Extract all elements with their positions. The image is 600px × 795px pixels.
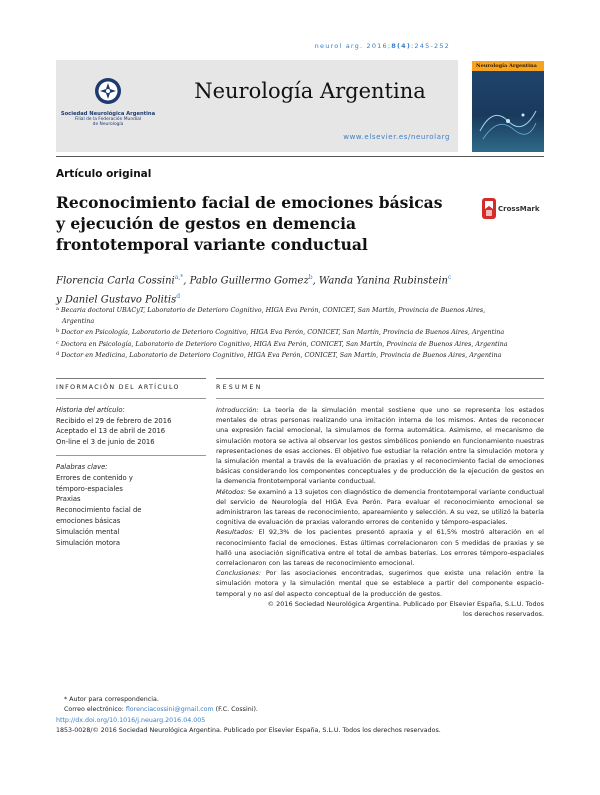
affiliation-item [56, 326, 556, 338]
affiliation-letter: a [56, 306, 59, 312]
corresponding-author-note: * Autor para correspondencia. [64, 696, 159, 703]
keywords [56, 462, 206, 548]
keyword: Errores de contenido y [56, 473, 133, 482]
section-divider [216, 398, 544, 399]
abstract-section-label: Introducción: [216, 406, 259, 414]
abstract-conclusions [216, 568, 544, 599]
society-emblem-icon [93, 76, 123, 106]
history-label: Historia del artículo: [56, 406, 125, 414]
journal-cover-image [472, 61, 544, 152]
email-link[interactable]: florenciacossini@gmail.com [125, 706, 214, 714]
author-affiliation-marker: d [176, 293, 181, 301]
journal-ref-name: neurol arg. [314, 42, 364, 50]
affiliation-letter: c [56, 339, 59, 346]
abstract-results [216, 527, 544, 568]
author-separator: , [183, 275, 190, 287]
keyword: Simulación mental [56, 527, 120, 536]
doi-link[interactable]: http://dx.doi.org/10.1016/j.neuarg.2016.04.005 [56, 716, 206, 724]
society-subtitle [56, 117, 160, 127]
affiliation-item [56, 304, 556, 316]
keyword: Simulación motora [56, 538, 120, 547]
affiliation-text: Becaria doctoral UBACyT, Laboratorio de Deterioro Cognitivo, HIGA Eva Perón, CONICET, San Martín, Provincia de Buenos Aires, [60, 306, 486, 314]
abstract-section-text: Por las asociaciones encontradas, sugerimos que existe una relación entre la simulación motora y la simulación mental que se establece a partir del componente espacio-temporal y no así del aspecto conceptual de la producción de gestos. [216, 569, 544, 598]
affiliation-list [56, 304, 556, 361]
journal-ref-pages: :245-252 [411, 42, 450, 50]
abstract-section-label: Resultados: [216, 528, 255, 537]
affiliation-text: Argentina [62, 316, 95, 325]
affiliation-text: Doctora en Psicología, Laboratorio de Deterioro Cognitivo, HIGA Eva Perón, CONICET, San Martín, Provincia de Buenos Aires, Argentina [60, 339, 508, 348]
abstract-introduction [216, 405, 544, 487]
abstract-heading: RESUMEN [216, 384, 263, 391]
affiliation-item [56, 338, 556, 350]
author-name[interactable]: Florencia Carla Cossini [56, 275, 175, 287]
abstract-section-text: El 92,3% de los pacientes presentó apraxia y el 61,5% mostró alteración en el reconocimiento facial de emociones. Estas últimas correlacionaron con 5 medidas de praxias y se halló una asociación significativa entre el total de ambas baterías. Los errores témporo-espaciales correlacionaron con las tareas de reconocimiento emocional. [216, 528, 544, 568]
received-date: Recibido el 29 de febrero de 2016 [56, 416, 172, 425]
section-divider [56, 455, 206, 456]
section-divider [56, 378, 206, 379]
journal-reference [200, 42, 450, 50]
author-affiliation-marker: b [308, 274, 313, 281]
keyword: témporo-espaciales [56, 484, 123, 493]
affiliation-item [56, 316, 556, 327]
footnotes [56, 695, 544, 737]
cover-title: Neurología Argentina [476, 63, 537, 69]
section-divider [216, 378, 544, 379]
issn-copyright: 1853-0028/© 2016 Sociedad Neurológica Argentina. Publicado por Elsevier España, S.L.U. Todos los derechos reservados. [56, 727, 441, 735]
author-affiliation-marker: a,* [174, 274, 184, 281]
author-affiliation-marker: c [448, 274, 452, 281]
abstract-copyright: © 2016 Sociedad Neurológica Argentina. Publicado por Elsevier España, S.L.U. Todos los derechos reservados. [267, 599, 544, 619]
society-subtitle-line: Filial de la Federación Mundial [74, 117, 142, 122]
affiliation-item [56, 349, 556, 361]
crossmark-label[interactable]: CrossMark [498, 205, 540, 213]
online-date: On-line el 3 de junio de 2016 [56, 437, 155, 446]
author-separator: , [312, 275, 319, 287]
author-name[interactable]: Wanda Yanina Rubinstein [318, 275, 448, 287]
abstract-methods [216, 487, 544, 528]
article-info-heading: INFORMACIÓN DEL ARTÍCULO [56, 384, 180, 391]
abstract-section-label: Métodos: [216, 487, 246, 496]
author-name[interactable]: y Daniel Gustavo Politis [56, 294, 177, 306]
journal-url-link[interactable]: www.elsevier.es/neurolarg [343, 133, 450, 141]
keywords-label: Palabras clave: [56, 463, 108, 471]
abstract-section-text: La teoría de la simulación mental sostiene que uno se representa los estados mentales de otras personas realizando una imitación interna de los mismos. Antes de reconocer una expresión facial emocional, la simulamos de forma automática. Asimismo, el mecanismo de simulación motora se activa al observar los gestos simbólicos poniendo en funcionamiento nuestras representaciones de esas acciones. El objetivo fue estudiar la relación entre la simulación motora y la simulación mental a través de la evaluación de praxias y el reconocimiento facial de emociones básicas considerando los componentes conceptuales y de producción de la ejecución de gestos en la demencia frontotemporal variante conductual. [216, 406, 544, 486]
society-logo [56, 76, 160, 127]
email-suffix: (F.C. Cossini). [215, 706, 258, 714]
journal-ref-volume: 8(4) [391, 42, 412, 50]
keyword: emociones básicas [56, 516, 121, 525]
keyword: Reconocimiento facial de [56, 506, 142, 515]
affiliation-letter: d [56, 351, 60, 358]
section-divider [56, 398, 206, 399]
journal-title: Neurología Argentina [194, 79, 426, 103]
affiliation-letter: b [56, 328, 60, 335]
article-title: Reconocimiento facial de emociones básicas y ejecución de gestos en demencia frontotemporal variante conductual [56, 193, 443, 254]
journal-ref-year: 2016; [366, 42, 392, 50]
abstract-body [216, 405, 544, 619]
keyword: Praxias [56, 495, 81, 504]
email-line [56, 705, 544, 715]
cover-illustration [478, 101, 538, 141]
abstract-section-text: Se examinó a 13 sujetos con diagnóstico de demencia frontotemporal variante conductual del servicio de Neurología del HIGA Eva Perón. Para evaluar el reconocimiento emocional se administraron las tareas de reconocimiento, apareamiento y selección. A su vez, se utilizó la batería cognitiva de evaluación de praxias valorando errores de contenido y témporo-espaciales. [216, 487, 544, 527]
header-divider [56, 156, 544, 157]
affiliation-text: Doctor en Medicina, Laboratorio de Deterioro Cognitivo, HIGA Eva Perón, CONICET, San Martín, Provincia de Buenos Aires, Argentina [61, 351, 502, 360]
email-label: Correo electrónico: [64, 706, 124, 714]
affiliation-text: Doctor en Psicología, Laboratorio de Deterioro Cognitivo, HIGA Eva Perón, CONICET, San Martín, Provincia de Buenos Aires, Argentina [61, 328, 505, 337]
accepted-date: Aceptado el 13 de abril de 2016 [56, 427, 166, 436]
abstract-section-label: Conclusiones: [216, 569, 261, 578]
society-subtitle-line: de Neurología [92, 122, 124, 127]
article-type: Artículo original [56, 168, 152, 180]
society-name: Sociedad Neurológica Argentina [60, 111, 156, 117]
author-list [56, 270, 546, 309]
article-history [56, 405, 206, 447]
author-name[interactable]: Pablo Guillermo Gomez [189, 275, 309, 287]
